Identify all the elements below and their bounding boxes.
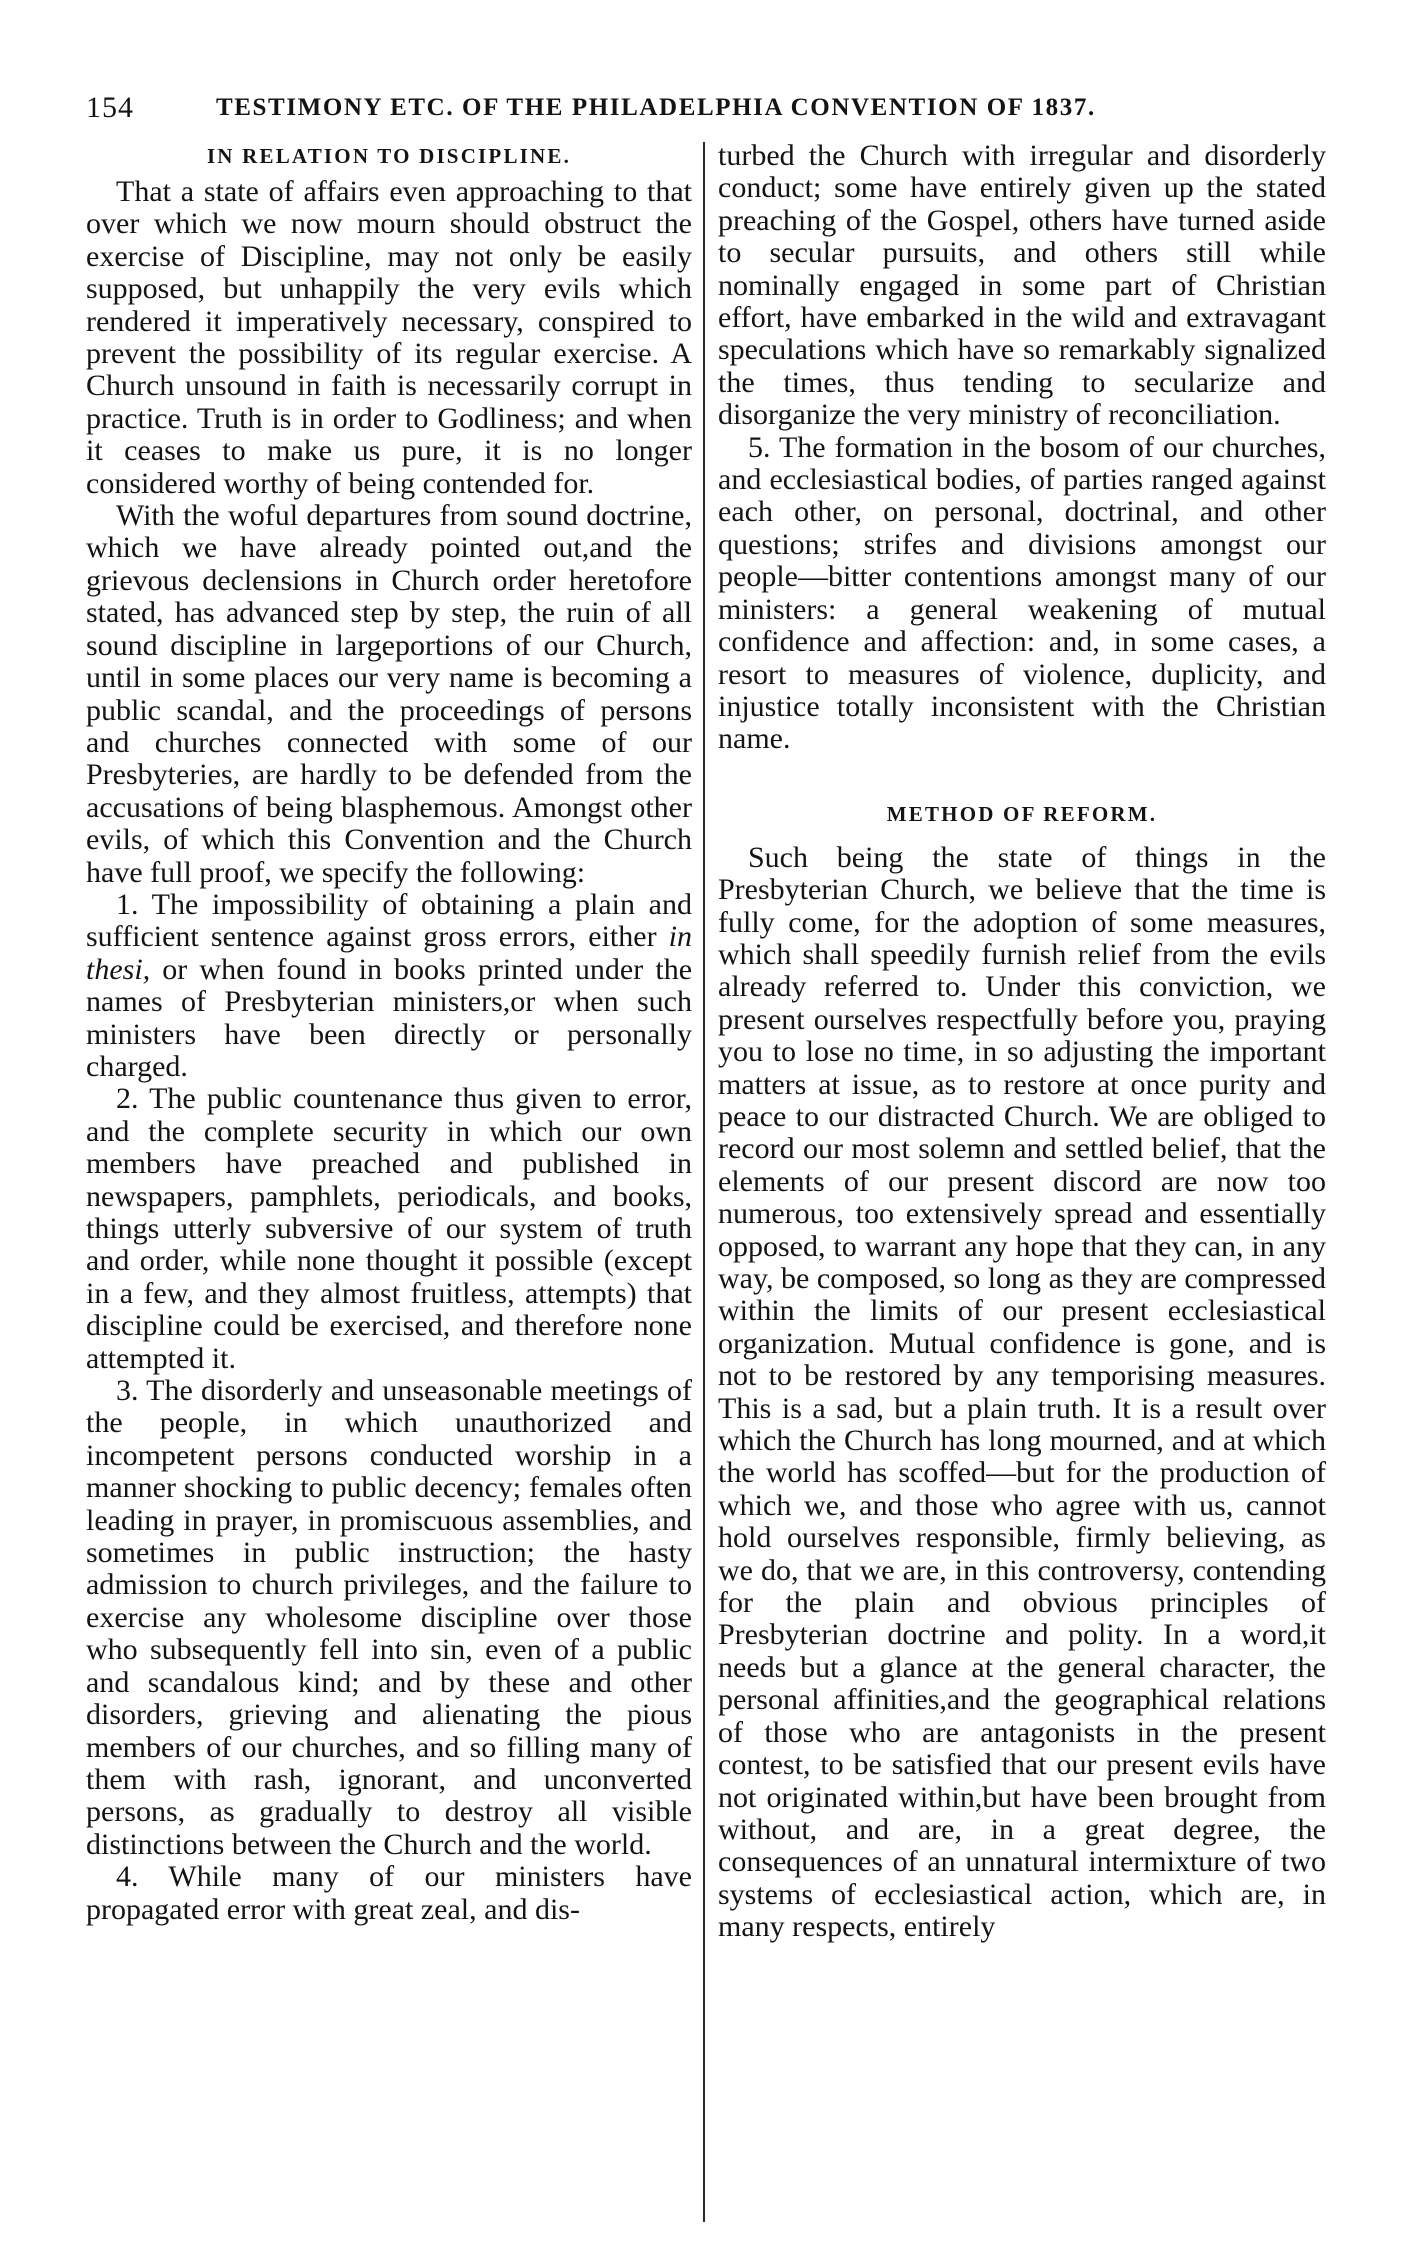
left-column xyxy=(86,140,692,1926)
item-1-text-start: 1. The impossibility of obtaining a plain and sufficient sentence against gross errors, either xyxy=(86,887,692,954)
item-1-text-end: or when found in books printed under the names of Presbyterian ministers,or when such ministers have been directly or personally charged. xyxy=(86,952,693,1083)
paragraph-discipline-intro: That a state of affairs even approaching to that over which we now mourn should obstruct the exercise of Discipline, may not only be easily supposed, but unhappily the very evils which rendered it imperatively necessary, conspired to prevent the possibility of its regular exercise. A Church unsound in faith is necessarily corrupt in practice. Truth is in order to Godliness; and when it ceases to make us pure, it is no longer considered worthy of being contended for. xyxy=(86,175,692,500)
section-heading-discipline: IN RELATION TO DISCIPLINE. xyxy=(206,144,572,168)
right-column xyxy=(718,140,1326,1944)
page-number: 154 xyxy=(86,91,134,124)
paragraph-method-of-reform: Such being the state of things in the Presbyterian Church, we believe that the time is fully come, for the adoption of some measures, which shall speedily furnish relief from the evils already referred to. Under this conviction, we present ourselves respectfully before you, praying you to lose no time, in so adjusting the important matters at issue, as to restore at once purity and peace to our distracted Church. We are obliged to record our most solemn and settled belief, that the elements of our present discord are now too numerous, too extensively spread and essentially opposed, to warrant any hope that they can, in any way, be composed, so long as they are compressed within the limits of our present ecclesiastical organization. Mutual confidence is gone, and is not to be restored by any temporising measures. This is a sad, but a plain truth. It is a result over which the Church has long mourned, and at which the world has scoffed—but for the production of which we, and those who agree with us, cannot hold ourselves responsible, firmly believing, as we do, that we are, in this controversy, contending for the plain and obvious principles of Presbyterian doctrine and polity. In a word,it needs but a glance at the general character, the personal affinities,and the geographical relations of those who are antagonists in the present contest, to be satisfied that our present evils have not originated within,but have been brought from without, and are, in a great degree, the consequences of an unnatural intermixture of two systems of ecclesiastical action, which are, in many respects, entirely xyxy=(718,840,1326,1944)
paragraph-item-2: 2. The public countenance thus given to error, and the complete security in which our own members have preached and published in newspapers, pamphlets, periodicals, and books, things utterly subversive of our system of truth and order, while none thought it possible (except in a few, and they almost fruitless, attempts) that discipline could be exercised, and therefore none attempted it. xyxy=(86,1082,692,1375)
section-heading-reform: METHOD OF REFORM. xyxy=(886,801,1158,826)
paragraph-departures: With the woful departures from sound doctrine, which we have already pointed out,and the grievous declensions in Church order heretofore stated, has advanced step by step, the ruin of all sound discipline in largeportions of our Church, until in some places our very name is becoming a public scandal, and the proceedings of persons and churches connected with some of our Presbyteries, are hardly to be defended from the accusations of being blasphemous. Amongst other evils, of which this Convention and the Church have full proof, we specify the following: xyxy=(86,499,692,889)
column-divider xyxy=(703,142,705,2222)
running-title: TESTIMONY ETC. OF THE PHILADELPHIA CONVENTION OF 1837. xyxy=(216,94,1096,121)
running-header xyxy=(86,88,1316,128)
paragraph-item-4-start: 4. While many of our ministers have propagated error with great zeal, and dis- xyxy=(86,1860,692,1926)
paragraph-item-3: 3. The disorderly and unseasonable meetings of the people, in which unauthorized and incompetent persons conducted worship in a manner shocking to public decency; females often leading in prayer, in promiscuous assemblies, and sometimes in public instruction; the hasty admission to church privileges, and the failure to exercise any wholesome discipline over those who subsequently fell into sin, even of a public and scandalous kind; and by these and other disorders, grieving and alienating the pious members of our churches, and so filling many of them with rash, ignorant, and unconverted persons, as gradually to destroy all visible distinctions between the Church and the world. xyxy=(86,1374,692,1861)
paragraph-item-5: 5. The formation in the bosom of our churches, and ecclesiastical bodies, of parties ranged against each other, on personal, doctrinal, and other questions; strifes and divisions amongst our people—bitter contentions amongst many of our ministers: a general weakening of mutual confidence and affection: and, in some cases, a resort to measures of violence, duplicity, and injustice totally inconsistent with the Christian name. xyxy=(718,430,1326,756)
item-1-italic-term: in thesi, xyxy=(86,920,692,986)
paragraph-item-1 xyxy=(86,889,692,1083)
paragraph-item-4-continued: turbed the Church with irregular and disorderly conduct; some have entirely given up the stated preaching of the Gospel, others have turned aside to secular pursuits, and others still while nominally engaged in some part of Christian effort, have embarked in the wild and extravagant speculations which have so remarkably signalized the times, thus tending to secularize and disorganize the very ministry of reconciliation. xyxy=(718,139,1326,432)
